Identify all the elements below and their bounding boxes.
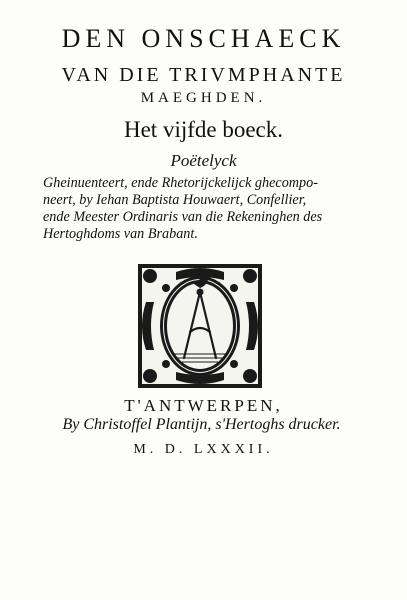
imprint-place: T'ANTWERPEN, [124, 396, 283, 415]
title-line-2: VAN DIE TRIVMPHANTE [61, 64, 346, 86]
book-title: Het vijfde boeck. [123, 117, 284, 142]
imprint-year: M. D. LXXXII. [133, 442, 274, 457]
imprint-printer: By Christoffel Plantijn, s'Hertoghs drucker. [62, 416, 341, 433]
printers-mark-compass-icon [136, 262, 264, 390]
description-line: Gheinuenteert, ende Rhetorijckelijck ghecompo- [43, 175, 318, 191]
title-line-1: DEN ONSCHAECK [61, 24, 346, 53]
description-line: neert, by Iehan Baptista Houwaert, Confellier, [43, 192, 307, 208]
description-block [43, 175, 365, 243]
subtitle: Poëtelyck [170, 151, 237, 170]
description-line: Hertoghdoms van Brabant. [43, 226, 198, 242]
description-line: ende Meester Ordinaris van die Rekeninghen des [43, 209, 323, 225]
title-line-3: MAEGHDEN. [140, 90, 267, 106]
